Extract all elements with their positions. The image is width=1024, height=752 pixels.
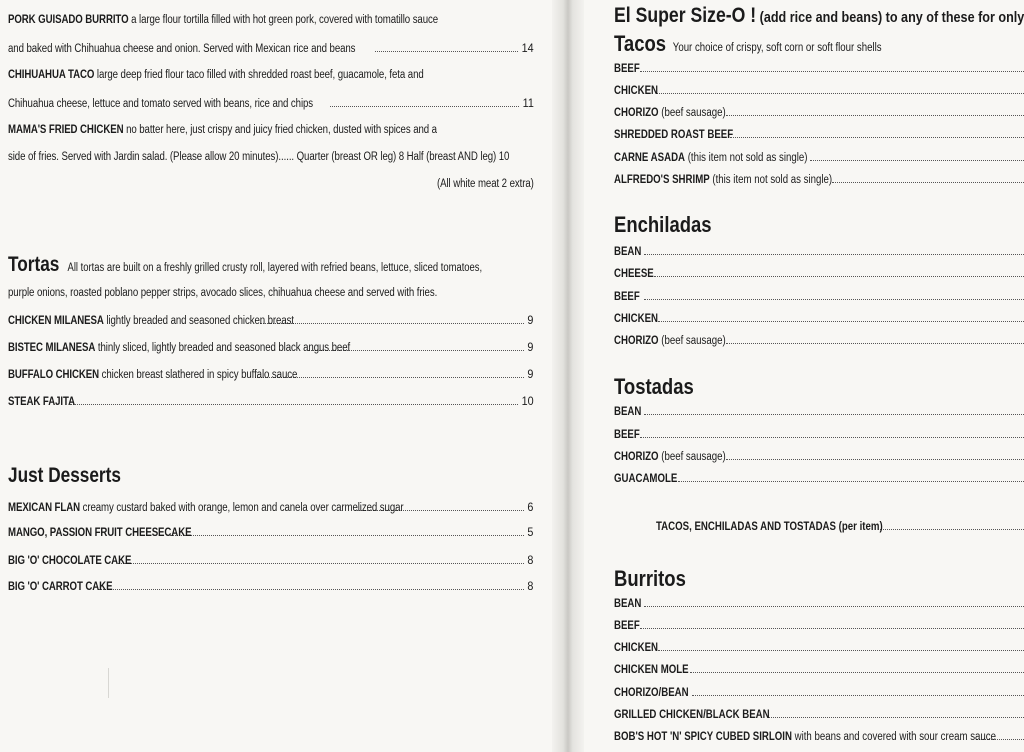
special-chihuahua-taco-line2: [8, 96, 534, 111]
leader-dots: [810, 160, 1024, 161]
tortas-intro-line1: All tortas are built on a freshly grilled crusty roll, layered with refried beans, lettuce, sliced tomatoes,: [67, 262, 483, 274]
taco-item: [614, 151, 1024, 165]
item-name: STEAK FAJITA: [8, 396, 75, 408]
desserts-heading: Just Desserts: [8, 464, 121, 487]
leader-dots: [832, 182, 1024, 183]
item-name: BISTEC MILANESA: [8, 342, 96, 354]
torta-item: [8, 340, 534, 355]
super-size-title: El Super Size-O !: [614, 4, 757, 27]
leader-dots: [118, 563, 524, 564]
super-size-heading: [614, 3, 1024, 31]
taco-item: [614, 84, 1024, 98]
super-size-subtitle: (add rice and beans) to any of these for only: [756, 9, 1024, 26]
dessert-item: [8, 525, 534, 540]
item-name: GUACAMOLE: [614, 473, 678, 485]
special-fried-chicken-line1: [8, 123, 437, 137]
special-pork-guisado-line1: [8, 13, 438, 27]
leader-dots: [70, 404, 518, 405]
item-description: and baked with Chihuahua cheese and onion. Served with Mexican rice and beans: [8, 43, 356, 55]
item-name: CHICKEN MOLE: [614, 664, 689, 676]
item-name: BIG 'O' CARROT CAKE: [8, 581, 113, 593]
tacos-note: Your choice of crispy, soft corn or soft flour shells: [672, 42, 882, 54]
leader-dots: [330, 106, 519, 107]
leader-dots: [768, 717, 1024, 718]
item-name: BOB'S HOT 'N' SPICY CUBED SIRLOIN: [614, 731, 792, 743]
burrito-item: [614, 663, 1024, 677]
item-name: ALFREDO'S SHRIMP: [614, 174, 710, 186]
leader-dots: [170, 535, 524, 536]
leader-dots: [375, 51, 518, 52]
combo-note: TACOS, ENCHILADAS AND TOSTADAS (per item): [656, 521, 883, 533]
combo-per-item-line: [656, 520, 1024, 534]
item-name: MEXICAN FLAN: [8, 502, 80, 514]
right-menu-page: [584, 0, 1024, 752]
item-name: SHREDDED ROAST BEEF: [614, 129, 734, 141]
item-description: (beef sausage): [658, 107, 726, 119]
item-name: CHICKEN: [614, 313, 659, 325]
taco-item: [614, 173, 1024, 187]
item-name: GRILLED CHICKEN/BLACK BEAN: [614, 709, 770, 721]
torta-item: [8, 313, 534, 328]
burrito-item: [614, 597, 1024, 611]
item-name: BEEF: [614, 291, 640, 303]
taco-item: [614, 128, 1024, 142]
item-description: (this item not sold as single): [709, 174, 833, 186]
item-price: 8: [527, 579, 534, 593]
leader-dots: [678, 481, 1024, 482]
item-name: BEAN: [614, 246, 642, 258]
item-name: BEAN: [614, 598, 642, 610]
item-price: 11: [522, 96, 534, 110]
burrito-item: [614, 641, 1024, 655]
burrito-item: [614, 686, 1024, 700]
leader-dots: [644, 299, 1024, 300]
item-description: chicken breast slathered in spicy buffalo sauce: [99, 369, 298, 381]
enchiladas-heading: Enchiladas: [614, 212, 712, 237]
tostada-item: [614, 428, 1024, 442]
burrito-item: [614, 619, 1024, 633]
item-name: CHICKEN MILANESA: [8, 315, 104, 327]
crease-mark: [108, 668, 109, 698]
item-name: MANGO, PASSION FRUIT CHEESECAKE: [8, 527, 192, 539]
item-price: 9: [527, 367, 534, 381]
tostada-item: [614, 450, 1024, 464]
burrito-item: [614, 708, 1024, 722]
enchilada-item: [614, 267, 1024, 281]
item-price: 14: [521, 41, 534, 55]
item-name: BEEF: [614, 63, 640, 75]
leader-dots: [640, 71, 1024, 72]
torta-item: [8, 394, 534, 409]
dessert-item: [8, 553, 534, 568]
item-price: 9: [527, 340, 534, 354]
item-name: CHICKEN: [614, 642, 659, 654]
item-price: 6: [527, 500, 534, 514]
item-name: BUFFALO CHICKEN: [8, 369, 100, 381]
leader-dots: [260, 323, 524, 324]
leader-dots: [640, 437, 1024, 438]
item-description: thinly sliced, lightly breaded and seasoned black angus beef: [95, 342, 351, 354]
torta-item: [8, 367, 534, 382]
page-gutter: [552, 0, 584, 752]
tostada-item: [614, 405, 1024, 419]
item-name: CHORIZO: [614, 451, 659, 463]
item-name: BIG 'O' CHOCOLATE CAKE: [8, 555, 132, 567]
taco-item: [614, 62, 1024, 76]
item-name: CHICKEN: [614, 85, 659, 97]
item-description: (this item not sold as single): [685, 152, 808, 164]
leader-dots: [640, 628, 1024, 629]
item-name: CHORIZO/BEAN: [614, 687, 689, 699]
item-name: BEEF: [614, 620, 640, 632]
tortas-intro-line2: purple onions, roasted poblano pepper strips, avocado slices, chihuahua cheese and served with fries.: [8, 287, 438, 299]
leader-dots: [644, 606, 1024, 607]
item-name: CARNE ASADA: [614, 152, 686, 164]
item-name: CHIHUAHUA TACO: [8, 69, 95, 81]
burrito-item: [614, 730, 1024, 744]
leader-dots: [692, 695, 1024, 696]
tostada-item: [614, 472, 1024, 486]
leader-dots: [690, 672, 1024, 673]
item-name: CHORIZO: [614, 335, 659, 347]
item-description: no batter here, just crispy and juicy fried chicken, dusted with spices and a: [123, 124, 437, 136]
item-price: 5: [527, 525, 534, 539]
item-name: BEAN: [614, 406, 642, 418]
item-name: CHORIZO: [614, 107, 659, 119]
special-fried-chicken-line2: side of fries. Served with Jardin salad. (Please allow 20 minutes)...... Quarter (breast OR leg) 8 Half (breast AND leg) 10: [8, 151, 510, 163]
tacos-heading: [614, 31, 882, 61]
item-description: Chihuahua cheese, lettuce and tomato served with beans, rice and chips: [8, 98, 314, 110]
item-name: BEEF: [614, 429, 640, 441]
item-description: with beans and covered with sour cream sauce: [791, 731, 996, 743]
item-description: a large flour tortilla filled with hot green pork, covered with tomatillo sauce: [128, 14, 439, 26]
leader-dots: [644, 414, 1024, 415]
leader-dots: [880, 529, 1024, 530]
section-title: Tortas: [8, 253, 60, 276]
tortas-heading: [8, 252, 482, 281]
item-description: creamy custard baked with orange, lemon and canela over carmelized sugar: [79, 502, 404, 514]
taco-item: [614, 106, 1024, 120]
leader-dots: [656, 93, 1024, 94]
section-title: Tacos: [614, 31, 667, 56]
white-meat-note: (All white meat 2 extra): [437, 178, 534, 190]
leader-dots: [658, 650, 1024, 651]
item-description: (beef sausage): [658, 335, 726, 347]
item-price: 8: [527, 553, 534, 567]
enchilada-item: [614, 334, 1024, 348]
dessert-item: [8, 579, 534, 594]
special-chihuahua-taco-line1: [8, 68, 424, 82]
item-description: (beef sausage): [658, 451, 726, 463]
leader-dots: [726, 115, 1024, 116]
enchilada-item: [614, 312, 1024, 326]
item-name: MAMA'S FRIED CHICKEN: [8, 124, 124, 136]
leader-dots: [726, 459, 1024, 460]
item-price: 9: [527, 313, 534, 327]
enchilada-item: [614, 245, 1024, 259]
item-description: lightly breaded and seasoned chicken breast: [103, 315, 294, 327]
leader-dots: [730, 137, 1024, 138]
dessert-item: [8, 500, 534, 515]
leader-dots: [644, 254, 1024, 255]
special-pork-guisado-line2: [8, 41, 534, 56]
item-name: PORK GUISADO BURRITO: [8, 14, 129, 26]
item-name: CHEESE: [614, 268, 654, 280]
leader-dots: [726, 343, 1024, 344]
item-description: large deep fried flour taco filled with shredded roast beef, guacamole, feta and: [94, 69, 424, 81]
tostadas-heading: Tostadas: [614, 374, 694, 399]
item-price: 10: [521, 394, 534, 408]
leader-dots: [654, 276, 1024, 277]
enchilada-item: [614, 290, 1024, 304]
leader-dots: [658, 321, 1024, 322]
burritos-heading: Burritos: [614, 566, 686, 591]
leader-dots: [98, 589, 524, 590]
